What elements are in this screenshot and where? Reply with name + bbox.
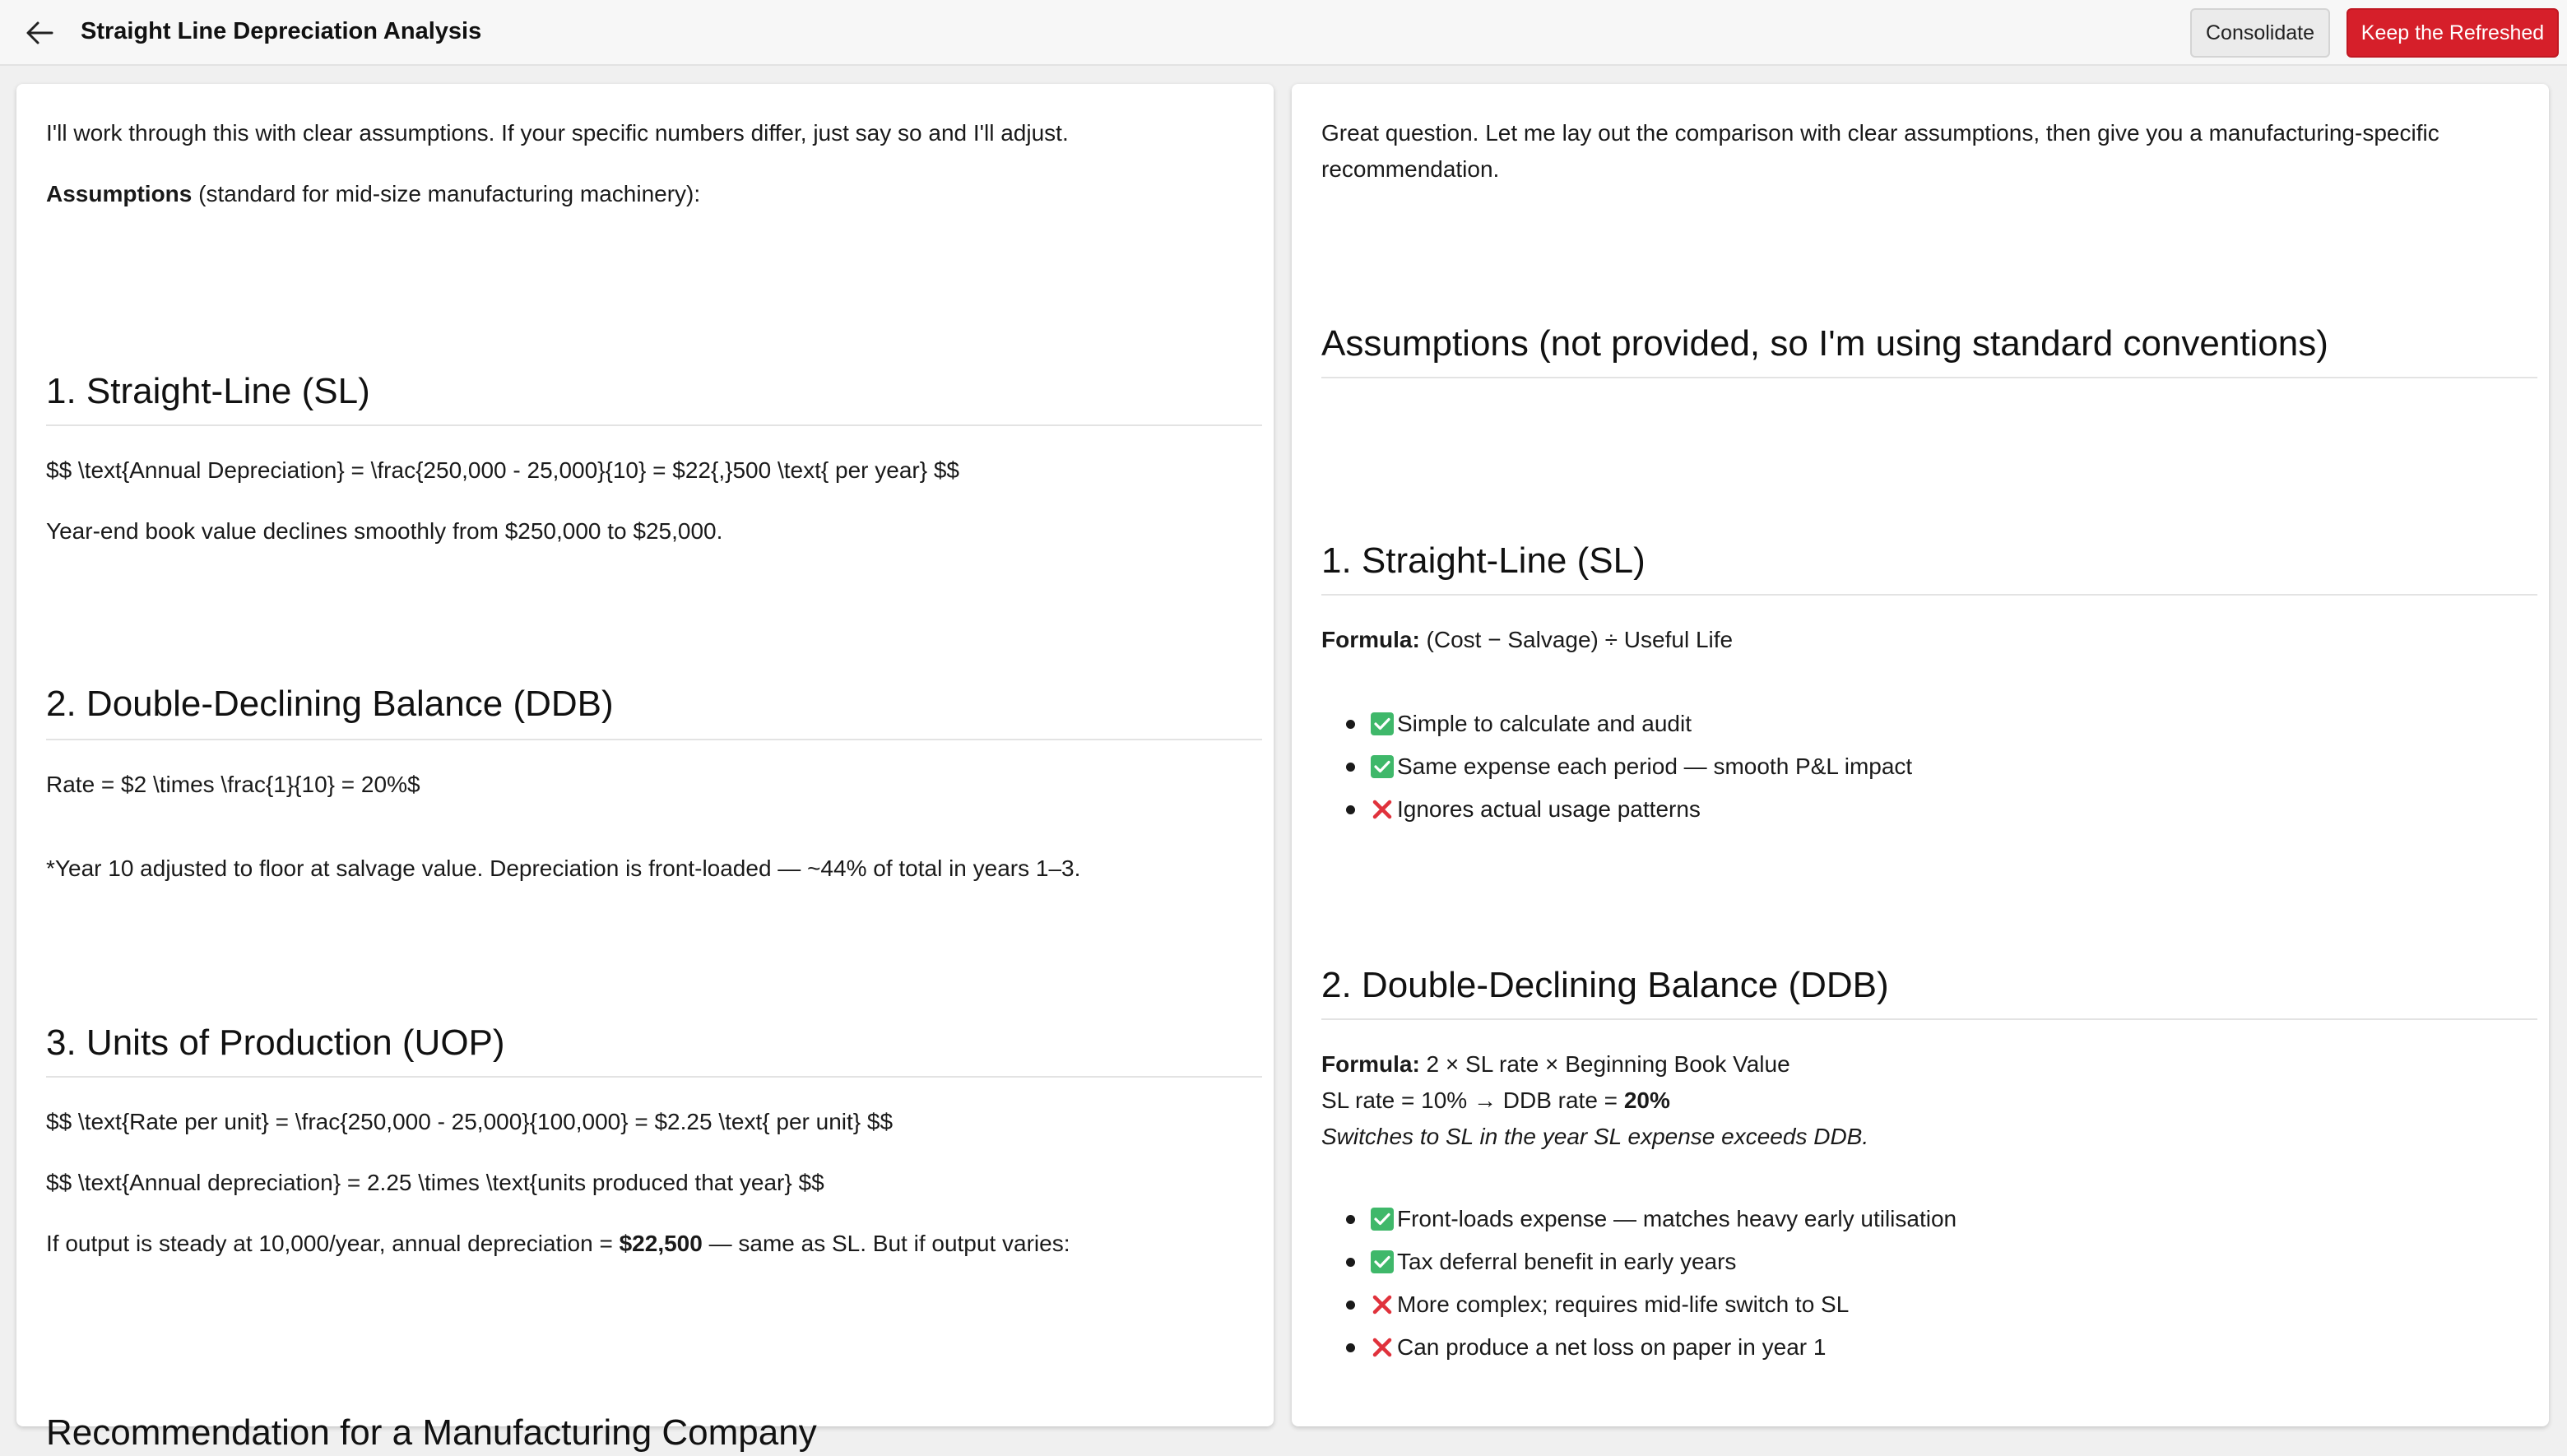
divider [46,424,1262,426]
left-uop-formula-1: $$ \text{Rate per unit} = \frac{250,000 - 25,000}{100,000} = $2.25 \text{ per unit} $$ [46,1109,894,1134]
consolidate-button[interactable]: Consolidate [2190,8,2330,58]
list-item [1346,788,1912,831]
cross-icon [1371,1293,1394,1316]
left-sl-heading: 1. Straight-Line (SL) [46,371,370,411]
assumptions-label: Assumptions [46,181,193,206]
list-item-text: Simple to calculate and audit [1397,711,1692,736]
list-item [1346,1198,1957,1240]
right-sl-pros-cons [1346,702,1912,831]
right-ddb-formula [1321,1046,1790,1083]
check-icon [1371,1250,1394,1273]
check-icon [1371,755,1394,778]
formula-label: Formula: [1321,1051,1420,1077]
formula-label: Formula: [1321,627,1420,652]
right-intro-cont: recommendation. [1321,156,1500,182]
check-icon [1371,712,1394,735]
list-item [1346,1283,1957,1326]
right-ddb-switch-note: Switches to SL in the year SL expense exceeds DDB. [1321,1124,1869,1149]
uop-note-value: $22,500 [619,1231,703,1256]
divider [46,1076,1262,1078]
list-item-text: Same expense each period — smooth P&L impact [1397,754,1913,779]
list-item-text: Ignores actual usage patterns [1397,796,1701,822]
list-item-text: More complex; requires mid-life switch to SL [1397,1291,1850,1317]
right-intro: Great question. Let me lay out the comparison with clear assumptions, then give you a manufacturing-specific [1321,120,2439,146]
left-ddb-rate: Rate = $2 \times \frac{1}{10} = 20%$ [46,772,420,797]
list-item [1346,745,1912,788]
divider [46,739,1262,740]
right-sl-formula [1321,622,1733,658]
uop-note-post: — same as SL. But if output varies: [702,1231,1070,1256]
list-item-text: Front-loads expense — matches heavy early utilisation [1397,1206,1957,1231]
right-ddb-heading: 2. Double-Declining Balance (DDB) [1321,965,1889,1005]
formula-text: 2 × SL rate × Beginning Book Value [1419,1051,1790,1077]
list-item-text: Can produce a net loss on paper in year 1 [1397,1334,1827,1360]
right-response-panel[interactable] [1292,84,2549,1426]
page-title: Straight Line Depreciation Analysis [81,18,482,44]
left-intro: I'll work through this with clear assumptions. If your specific numbers differ, just say so and I'll adjust. [46,120,1069,146]
right-assumptions-heading: Assumptions (not provided, so I'm using standard conventions) [1321,323,2328,364]
ddb-rate-text: SL rate = 10% → DDB rate = [1321,1087,1624,1113]
keep-refreshed-button[interactable]: Keep the Refreshed [2347,8,2559,58]
left-uop-heading: 3. Units of Production (UOP) [46,1022,505,1063]
left-response-panel[interactable] [16,84,1274,1453]
top-bar [0,0,2567,66]
left-sl-formula: $$ \text{Annual Depreciation} = \frac{250,000 - 25,000}{10} = $22{,}500 \text{ per year} $$ [46,457,959,483]
list-item [1346,1240,1957,1283]
cross-icon [1371,1336,1394,1359]
list-item-text: Tax deferral benefit in early years [1397,1249,1737,1274]
left-uop-formula-2: $$ \text{Annual depreciation} = 2.25 \times \text{units produced that year} $$ [46,1170,824,1195]
left-uop-note [46,1226,1070,1262]
list-item [1346,702,1912,745]
right-sl-heading: 1. Straight-Line (SL) [1321,540,1646,581]
left-ddb-heading: 2. Double-Declining Balance (DDB) [46,684,614,724]
right-ddb-pros-cons [1346,1198,1957,1369]
uop-note-pre: If output is steady at 10,000/year, annual depreciation = [46,1231,620,1256]
cross-icon [1371,798,1394,821]
right-ddb-rate [1321,1083,1670,1119]
divider [1321,594,2537,596]
left-recommendation-heading: Recommendation for a Manufacturing Company [46,1412,817,1453]
left-sl-note: Year-end book value declines smoothly from $250,000 to $25,000. [46,518,723,544]
left-ddb-note: *Year 10 adjusted to floor at salvage value. Depreciation is front-loaded — ~44% of total in years 1–3. [46,856,1081,881]
formula-text: (Cost − Salvage) ÷ Useful Life [1419,627,1734,652]
assumptions-text: (standard for mid-size manufacturing machinery): [192,181,701,206]
left-assumptions-line [46,176,700,212]
list-item [1346,1326,1957,1369]
divider [1321,1018,2537,1020]
ddb-rate-value: 20% [1623,1087,1670,1113]
divider [1321,377,2537,378]
check-icon [1371,1208,1394,1231]
back-arrow-icon[interactable] [20,13,59,53]
